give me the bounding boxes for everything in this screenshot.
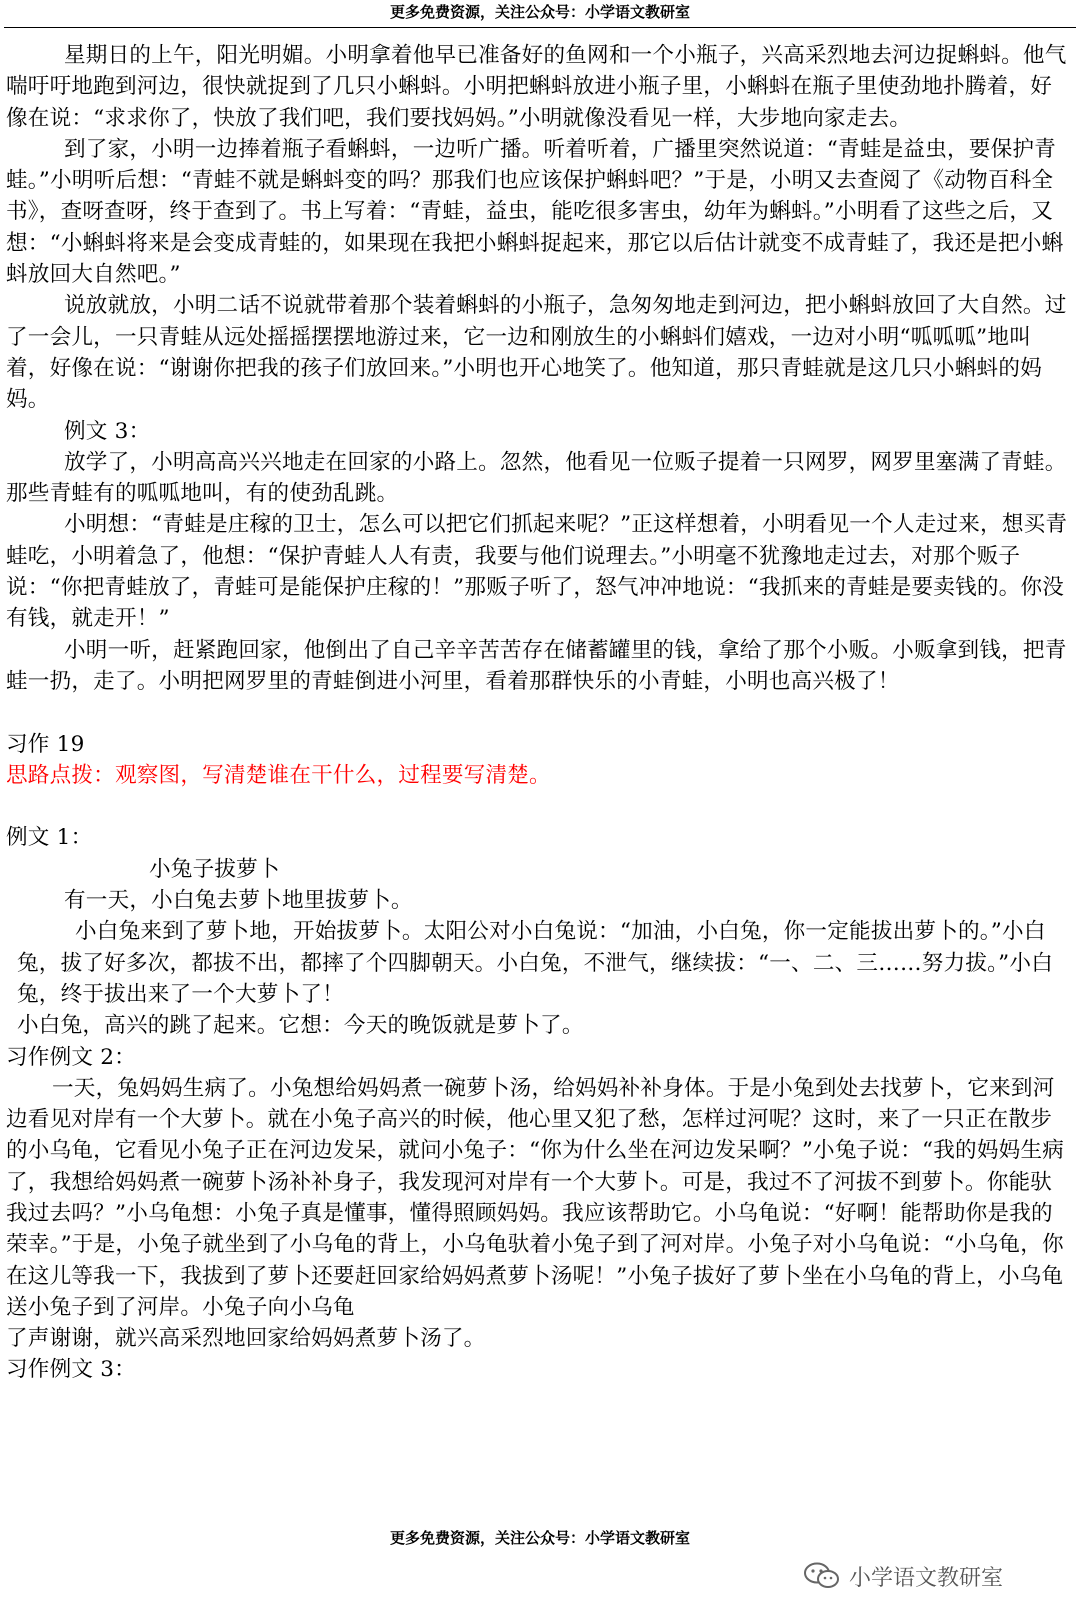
wechat-icon [803,1561,841,1591]
exercise-19-heading: 习作 19 [6,731,85,757]
paragraph-pulling-radish: 小白兔来到了萝卜地，开始拔萝卜。太阳公对小白兔说：“加油，小白兔，你一定能拔出萝卜的。”小白兔，拔了好多次，都拔不出，都摔了个四脚朝天。小白兔，不泄气，继续拔：“一、二、三……努力拔。”小白兔，终于拔出来了一个大萝卜了！ [17,919,1053,1007]
paragraph-thanks: 了声谢谢，就兴高采烈地回家给妈妈煮萝卜汤了。 [6,1326,486,1352]
paragraph-one-day: 有一天，小白兔去萝卜地里拔萝卜。 [64,888,413,914]
example-3-heading: 例文 3： [64,418,151,444]
watermark-text: 小学语文教研室 [849,1565,1004,1591]
header-divider [4,27,1076,28]
blank-line [6,697,1072,728]
paragraph-release-tadpoles: 说放就放，小明二话不说就带着那个装着蝌蚪的小瓶子，急匆匆地走到河边，把小蝌蚪放回了大自然。过了一会儿，一只青蛙从远处摇摇摆摆地游过来，它一边和刚放生的小蝌蚪们嬉戏，一边对小明“呱呱呱”地叫着，好像在说：“谢谢你把我的孩子们放回来。”小明也开心地笑了。他知道，那只青蛙就是这几只小蝌蚪的妈妈。 [6,293,1067,413]
blank-line [6,791,1072,822]
document-body [6,40,1072,1386]
essay-title: 小兔子拔萝卜 [149,856,280,882]
paragraph-radio-broadcast: 到了家，小明一边捧着瓶子看蝌蚪，一边听广播。听着听着，广播里突然说道：“青蛙是益虫，要保护青蛙。”小明听后想：“青蛙不就是蝌蚪变的吗？那我们也应该保护蝌蚪吧？”于是，小明又去查阅了《动物百科全书》，查呀查呀，终于查到了。书上写着：“青蛙，益虫，能吃很多害虫，幼年为蝌蚪。”小明看了这些之后，又想：“小蝌蚪将来是会变成青蛙的，如果现在我把小蝌蚪捉起来，那它以后估计就变不成青蛙了，我还是把小蝌蚪放回大自然吧。” [6,136,1064,288]
paragraph-turtle-helps: 一天，兔妈妈生病了。小兔想给妈妈煮一碗萝卜汤，给妈妈补补身体。于是小兔到处去找萝卜，它来到河边看见对岸有一个大萝卜。就在小兔子高兴的时候，他心里又犯了愁，怎样过河呢？这时，来了一只正在散步的小乌龟，它看见小兔子正在河边发呆，就问小兔子：“你为什么坐在河边发呆啊？”小兔子说：“我的妈妈生病了，我想给妈妈煮一碗萝卜汤补补身子，我发现河对岸有一个大萝卜。可是，我过不了河拔不到萝卜。你能驮我过去吗？”小乌龟想：小兔子真是懂事，懂得照顾妈妈。我应该帮助它。小乌龟说：“好啊！能帮助你是我的荣幸。”于是，小兔子就坐到了小乌龟的背上，小乌龟驮着小兔子到了河对岸。小兔子对小乌龟说：“小乌龟，你在这儿等我一下，我拔到了萝卜还要赶回家给妈妈煮萝卜汤呢！”小兔子拔好了萝卜坐在小乌龟的背上，小乌龟送小兔子到了河岸。小兔子向小乌龟 [6,1075,1065,1320]
page-header: 更多免费资源，关注公众号：小学语文教研室 [389,3,690,21]
writing-hint: 思路点拨：观察图，写清楚谁在干什么，过程要写清楚。 [6,762,551,788]
paragraph-catch-tadpoles: 星期日的上午，阳光明媚。小明拿着他早已准备好的鱼网和一个小瓶子，兴高采烈地去河边捉蝌蚪。他气喘吁吁地跑到河边，很快就捉到了几只小蝌蚪。小明把蝌蚪放进小瓶子里，小蝌蚪在瓶子里使劲地扑腾着，好像在说：“求求你了，快放了我们吧，我们要找妈妈。”小明就像没看见一样，大步地向家走去。 [6,43,1067,131]
page-footer: 更多免费资源，关注公众号：小学语文教研室 [389,1529,690,1547]
paragraph-buy-frogs: 小明一听，赶紧跑回家，他倒出了自己辛辛苦苦存在储蓄罐里的钱，拿给了那个小贩。小贩拿到钱，把青蛙一扔，走了。小明把网罗里的青蛙倒进小河里，看着那群快乐的小青蛙，小明也高兴极了！ [6,637,1067,694]
example-1-heading: 例文 1： [6,825,93,851]
watermark [803,1558,1003,1594]
example-3b-heading: 习作例文 3： [6,1357,136,1383]
paragraph-after-school: 放学了，小明高高兴兴地走在回家的小路上。忽然，他看见一位贩子提着一只网罗，网罗里塞满了青蛙。那些青蛙有的呱呱地叫，有的使劲乱跳。 [6,449,1067,507]
paragraph-protect-frogs: 小明想：“青蛙是庄稼的卫士，怎么可以把它们抓起来呢？”正这样想着，小明看见一个人走过来，想买青蛙吃，小明着急了，他想：“保护青蛙人人有责，我要与他们说理去。”小明毫不犹豫地走过去，对那个贩子说：“你把青蛙放了，青蛙可是能保护庄稼的！”那贩子听了，怒气冲冲地说：“我抓来的青蛙是要卖钱的。你没有钱，就走开！” [6,512,1068,632]
paragraph-happy-rabbit: 小白兔，高兴的跳了起来。它想：今天的晚饭就是萝卜了。 [17,1013,584,1039]
example-2-heading: 习作例文 2： [6,1044,136,1070]
